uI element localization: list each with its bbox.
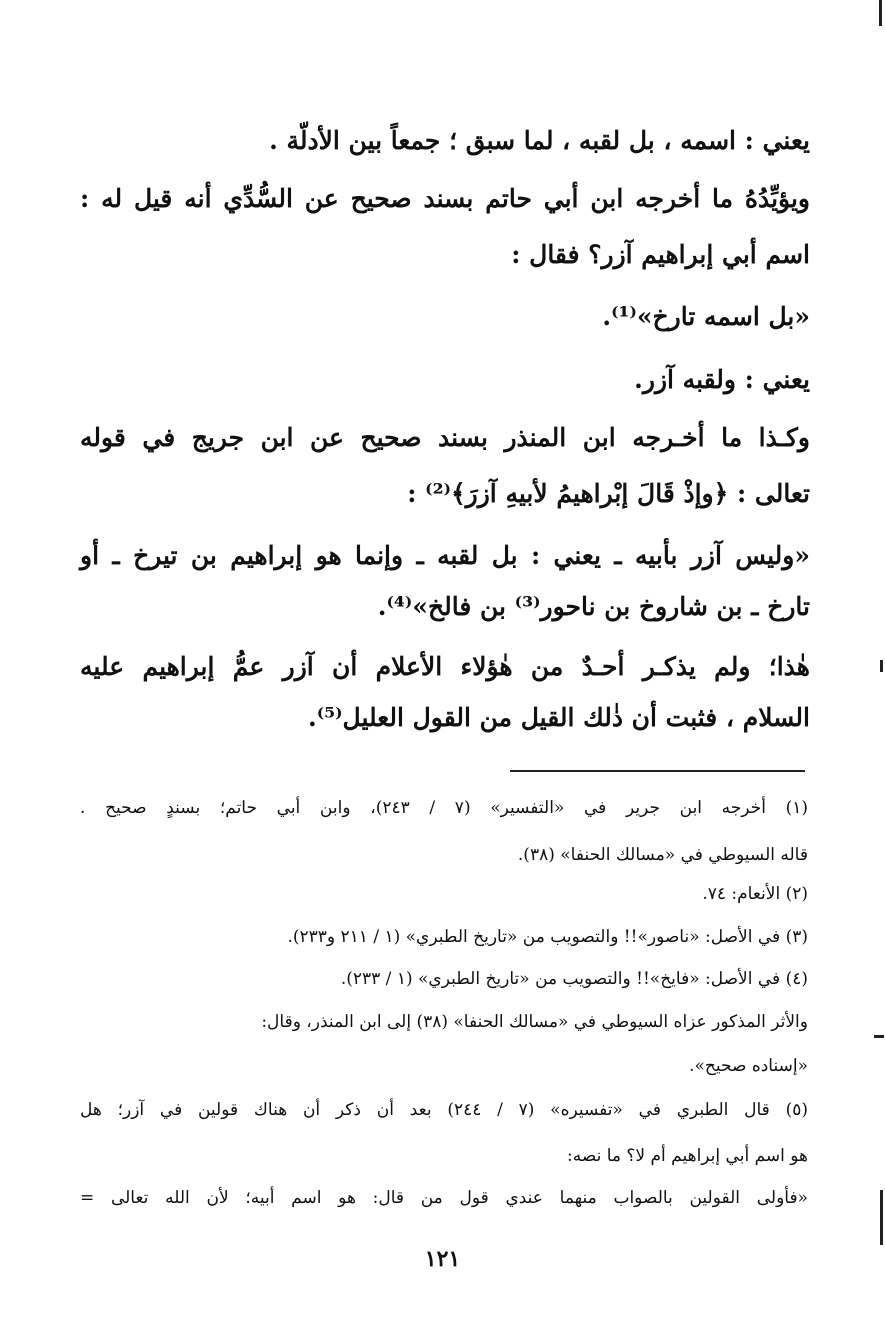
body-line-5: يعني : ولقبه آزر. bbox=[634, 365, 810, 394]
footnote-line-8: (٥) قال الطبري في «تفسيره» (٧ / ٢٤٤) بعد أن ذكر أن هناك قولين في آزر؛ هل bbox=[80, 1100, 808, 1120]
body-line-10: هٰذا؛ ولم يذكـر أحـدٌ من هٰؤلاء الأعلام أن آزر عمُّ إبراهيم عليه bbox=[80, 652, 810, 681]
body-line-1: يعني : اسمه ، بل لقبه ، لما سبق ؛ جمعاً بين الأدلّة . bbox=[269, 126, 810, 155]
body-line-8: «وليس آزر بأبيه ـ يعني : بل لقبه ـ وإنما هو إبراهيم بن تيرخ ـ أو bbox=[80, 541, 810, 570]
body-line-11: السلام ، فثبت أن ذٰلك القيل من القول العليل⁽⁵⁾. bbox=[308, 703, 810, 732]
footnote-line-7: «إسناده صحيح». bbox=[689, 1056, 808, 1076]
scan-edge-mark-top bbox=[879, 0, 882, 26]
body-line-4: «بل اسمه تارخ»⁽¹⁾. bbox=[602, 302, 810, 331]
footnote-line-5: (٤) في الأصل: «فايخ»!! والتصويب من «تاريخ الطبري» (١ / ٢٣٣). bbox=[340, 969, 808, 989]
footnote-line-4: (٣) في الأصل: «ناصور»!! والتصويب من «تاريخ الطبري» (١ / ٢١١ و٢٣٣). bbox=[287, 927, 808, 947]
scan-edge-mark-lower bbox=[874, 1035, 884, 1038]
body-line-7: تعالى : ﴿وإذْ قَالَ إبْراهيمُ لأبيهِ آزرَ﴾⁽²⁾ : bbox=[407, 479, 810, 508]
scan-edge-mark-bottom bbox=[880, 1190, 883, 1245]
body-line-3: اسم أبي إبراهيم آزر؟ فقال : bbox=[511, 240, 810, 269]
footnote-line-6: والأثر المذكور عزاه السيوطي في «مسالك الحنفا» (٣٨) إلى ابن المنذر، وقال: bbox=[261, 1012, 808, 1032]
footnote-line-10: «فأولى القولين بالصواب منهما عندي قول من قال: هو اسم أبيه؛ لأن الله تعالى = bbox=[80, 1188, 808, 1208]
footnote-line-9: هو اسم أبي إبراهيم أم لا؟ ما نصه: bbox=[566, 1146, 808, 1166]
footnote-line-2: قاله السيوطي في «مسالك الحنفا» (٣٨). bbox=[517, 845, 808, 865]
body-line-2: ويؤيِّدُهُ ما أخرجه ابن أبي حاتم بسند صحيح عن السُّدِّي أنه قيل له : bbox=[80, 184, 810, 213]
footnote-line-1: (١) أخرجه ابن جرير في «التفسير» (٧ / ٢٤٣)، وابن أبي حاتم؛ بسندٍ صحيح . bbox=[80, 798, 808, 818]
page-number: ١٢١ bbox=[424, 1246, 461, 1272]
body-line-9: تارخ ـ بن شاروخ بن ناحور⁽³⁾ بن فالخ»⁽⁴⁾. bbox=[377, 592, 810, 621]
footnote-separator bbox=[510, 770, 805, 772]
body-line-6: وكـذا ما أخـرجه ابن المنذر بسند صحيح عن ابن جريج في قوله bbox=[80, 423, 810, 452]
footnote-line-3: (٢) الأنعام: ٧٤. bbox=[702, 884, 808, 904]
scan-edge-mark-middle bbox=[880, 660, 883, 672]
